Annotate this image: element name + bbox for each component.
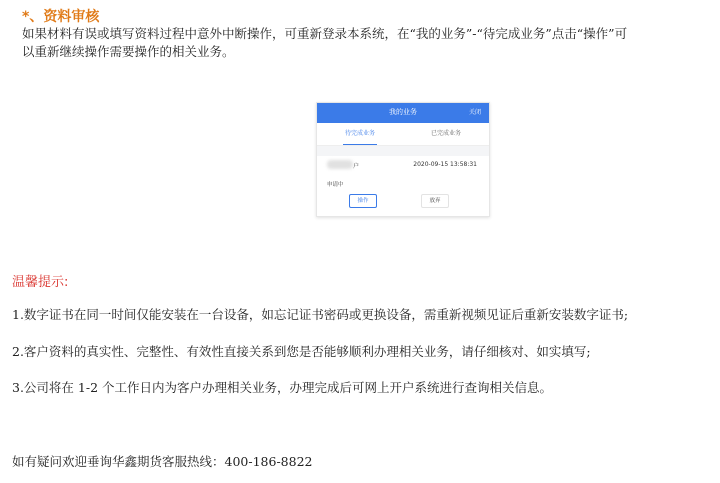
operate-button[interactable]: 操作 — [349, 194, 377, 208]
record-row — [317, 156, 489, 174]
abandon-button[interactable]: 放弃 — [421, 194, 449, 208]
tab-pending[interactable]: 待完成业务 — [317, 123, 403, 145]
account-suffix: 户 — [353, 163, 360, 170]
close-button[interactable]: 关闭 — [468, 109, 481, 116]
phone-header — [317, 103, 489, 123]
tab-completed[interactable]: 已完成业务 — [430, 130, 461, 137]
tip-item-3: 3.公司将在 1-2 个工作日内为客户办理相关业务，办理完成后可网上开户系统进行查询相关信息。 — [12, 380, 553, 395]
divider — [317, 146, 489, 156]
record-status: 申请中 — [327, 182, 344, 188]
phone-tabs — [317, 123, 489, 146]
section-heading: *、资料审核 — [22, 9, 100, 25]
intro-paragraph: 如果材料有误或填写资料过程中意外中断操作，可重新登录本系统，在“我的业务”-“待完成业务”点击“操作”可以重新继续操作需要操作的相关业务。 — [22, 26, 628, 59]
hotline-text: 如有疑问欢迎垂询华鑫期货客服热线：400-186-8822 — [12, 454, 313, 469]
record-timestamp: 2020-09-15 13:58:31 — [413, 161, 477, 168]
tip-item-2: 2.客户资料的真实性、完整性、有效性直接关系到您是否能够顺利办理相关业务，请仔细核对、如实填写; — [12, 344, 591, 359]
phone-title: 我的业务 — [389, 108, 417, 116]
redacted-account — [327, 160, 353, 169]
tip-item-1: 1.数字证书在同一时间仅能安装在一台设备，如忘记证书密码或更换设备，需重新视频见证后重新安装数字证书; — [12, 307, 629, 322]
tips-title: 温馨提示: — [12, 275, 69, 290]
phone-screenshot — [316, 102, 490, 217]
